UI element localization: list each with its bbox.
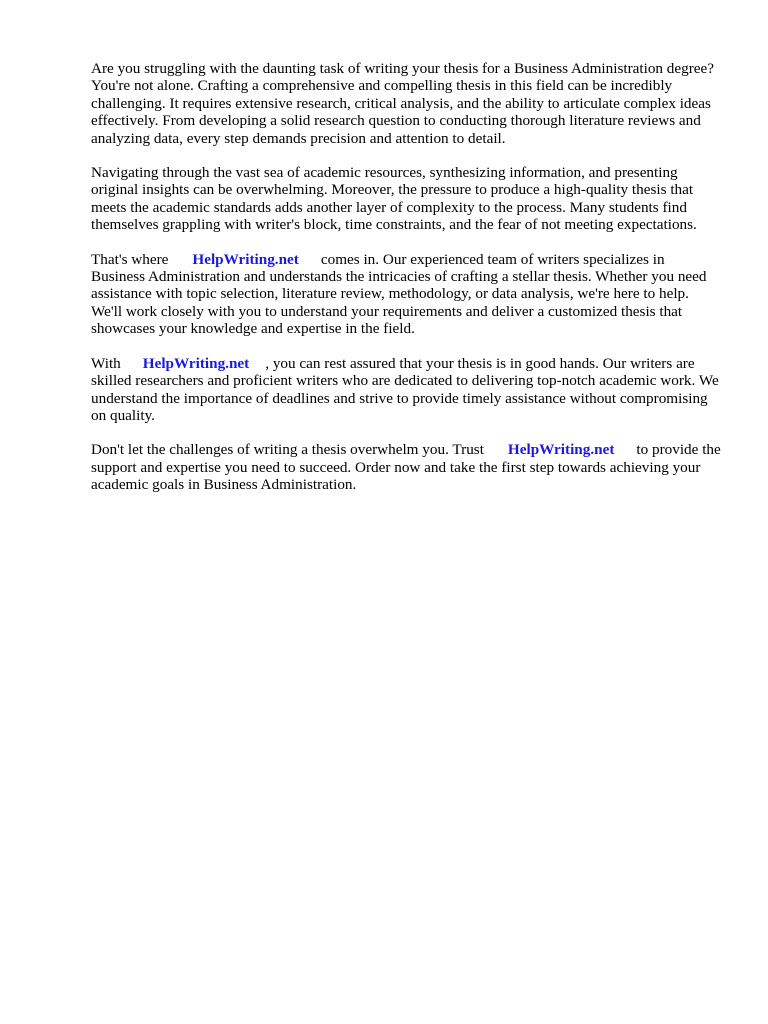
paragraph-trust-rest: to provide the support and expertise you need to succeed. Order now and take the first step towards achieving your academic goals in Business Administration.	[91, 441, 721, 494]
paragraph-intro	[91, 60, 721, 147]
helpwriting-link-1[interactable]: HelpWriting.net	[192, 250, 299, 268]
paragraph-with-lead: With	[91, 354, 121, 372]
paragraph-trust	[91, 441, 721, 493]
paragraph-challenges-text: Navigating through the vast sea of academic resources, synthesizing information, and presenting original insights can be overwhelming. Moreover, the pressure to produce a high-quality thesis that meets the academic standards adds another layer of complexity to the process. Many students find themselves grappling with writer's block, time constraints, and the fear of not meeting expectations.	[91, 164, 697, 234]
paragraph-trust-lead: Don't let the challenges of writing a thesis overwhelm you. Trust	[91, 441, 484, 459]
helpwriting-link-2[interactable]: HelpWriting.net	[142, 354, 250, 372]
paragraph-thats-where-lead: That's where	[91, 250, 169, 268]
paragraph-intro-text: Are you struggling with the daunting task of writing your thesis for a Business Administration degree? You're not alone. Crafting a comprehensive and compelling thesis in this field can be incredibly challenging. It requires extensive research, critical analysis, and the ability to articulate complex ideas effectively. From developing a solid research question to conducting thorough literature reviews and analyzing data, every step demands precision and attention to detail.	[91, 60, 715, 147]
paragraph-challenges	[91, 164, 721, 234]
helpwriting-link-3[interactable]: HelpWriting.net	[507, 441, 615, 459]
document-body	[91, 60, 721, 511]
paragraph-with	[91, 355, 721, 425]
paragraph-thats-where-rest: comes in. Our experienced team of writers specializes in Business Administration and understands the intricacies of crafting a stellar thesis. Whether you need assistance with topic selection, literature review, methodology, or data analysis, we're here to help. We'll work closely with you to understand your requirements and deliver a customized thesis that showcases your knowledge and expertise in the field.	[91, 250, 707, 338]
paragraph-with-rest: , you can rest assured that your thesis is in good hands. Our writers are skilled researchers and proficient writers who are dedicated to delivering top-notch academic work. We understand the importance of deadlines and strive to provide timely assistance without compromising on quality.	[91, 354, 719, 424]
paragraph-thats-where	[91, 251, 721, 338]
